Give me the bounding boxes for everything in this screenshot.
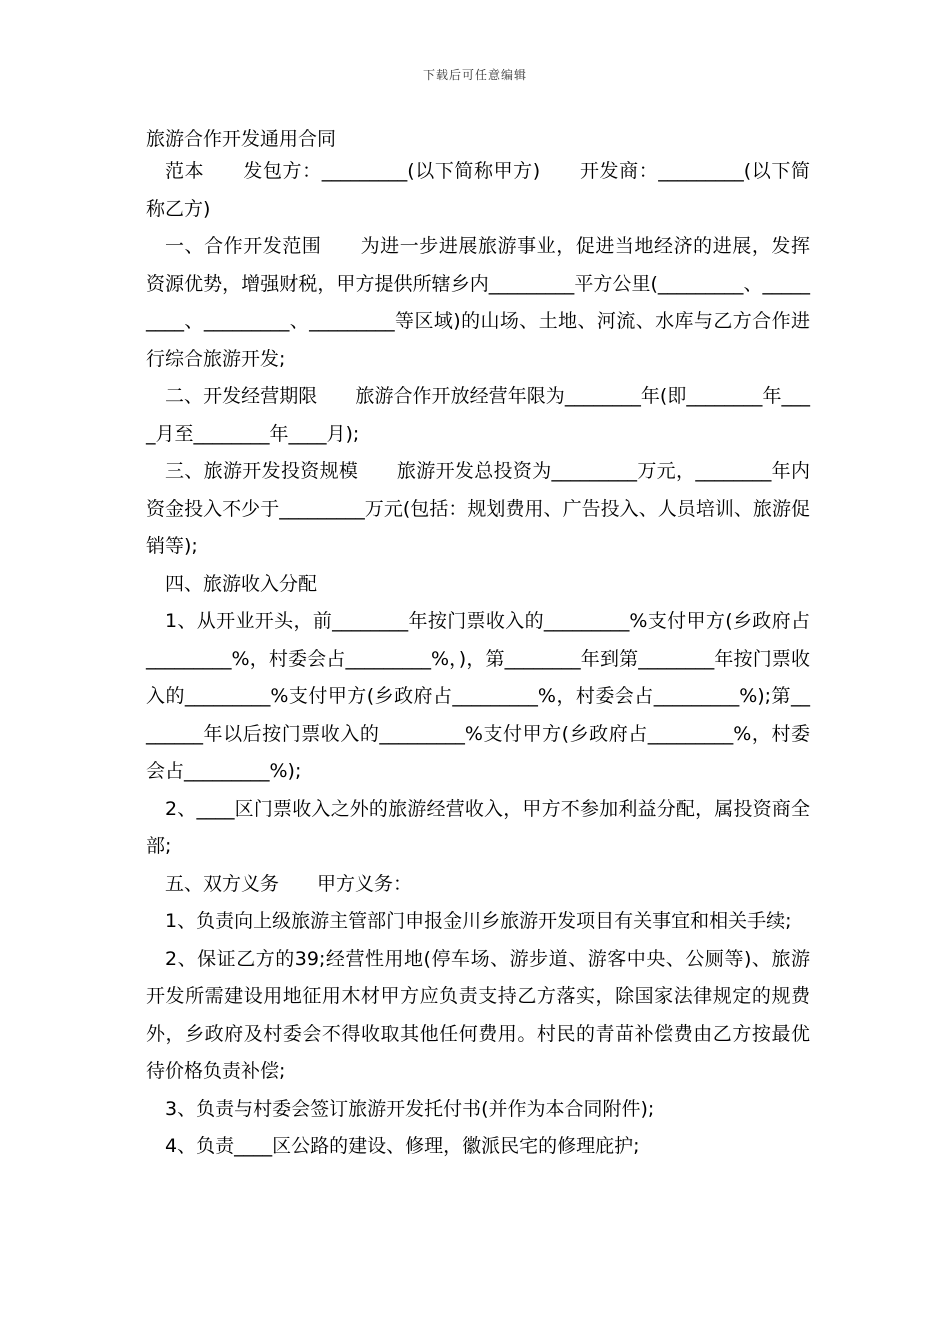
paragraph-obligation-3: 3、负责与村委会签订旅游开发托付书(并作为本合同附件); bbox=[165, 1097, 655, 1120]
paragraph-revenue-heading: 四、旅游收入分配 bbox=[165, 572, 318, 595]
paragraph-parties: 范本 发包方：_________(以下简称甲方) 开发商：_________(以下简称乙方) bbox=[146, 160, 810, 220]
paragraph-obligations-heading: 五、双方义务 甲方义务： bbox=[165, 872, 413, 895]
paragraph-investment: 三、旅游开发投资规模 旅游开发总投资为_________万元，________年内资金投入不少于_________万元(包括：规划费用、广告投入、人员培训、旅游促销等); bbox=[146, 460, 810, 557]
paragraph-revenue-1: 1、从开业开头，前________年按门票收入的_________%支付甲方(乡政府占_________%，村委会占_________%，)，第________年到第________年按门票收入的_________%支付甲方(乡政府占_________%，村委会占_________%);第________年以后按门票收入的_________%支付甲方(乡政府占_________%，村委会占_________%); bbox=[146, 610, 810, 782]
document-body bbox=[146, 153, 810, 1166]
paragraph-scope: 一、合作开发范围 为进一步进展旅游事业，促进当地经济的进展，发挥资源优势，增强财税，甲方提供所辖乡内_________平方公里(_________、_________、_________、_________等区域)的山场、土地、河流、水库与乙方合作进行综合旅游开发; bbox=[146, 235, 810, 370]
document-title: 旅游合作开发通用合同 bbox=[146, 128, 337, 150]
paragraph-obligation-2: 2、保证乙方的39;经营性用地(停车场、游步道、游客中央、公厕等)、旅游开发所需建设用地征用木材甲方应负责支持乙方落实，除国家法律规定的规费外，乡政府及村委会不得收取其他任何费用。村民的青苗补偿费由乙方按最优待价格负责补偿; bbox=[146, 947, 810, 1082]
paragraph-term: 二、开发经营期限 旅游合作开放经营年限为________年(即________年____月至________年____月); bbox=[146, 385, 810, 445]
header-note: 下载后可任意编辑 bbox=[422, 68, 527, 82]
paragraph-revenue-2: 2、____区门票收入之外的旅游经营收入，甲方不参加利益分配，属投资商全部; bbox=[146, 797, 810, 857]
paragraph-obligation-4: 4、负责____区公路的建设、修理，徽派民宅的修理庇护; bbox=[165, 1135, 640, 1157]
paragraph-obligation-1: 1、负责向上级旅游主管部门申报金川乡旅游开发项目有关事宜和相关手续; bbox=[165, 910, 792, 932]
